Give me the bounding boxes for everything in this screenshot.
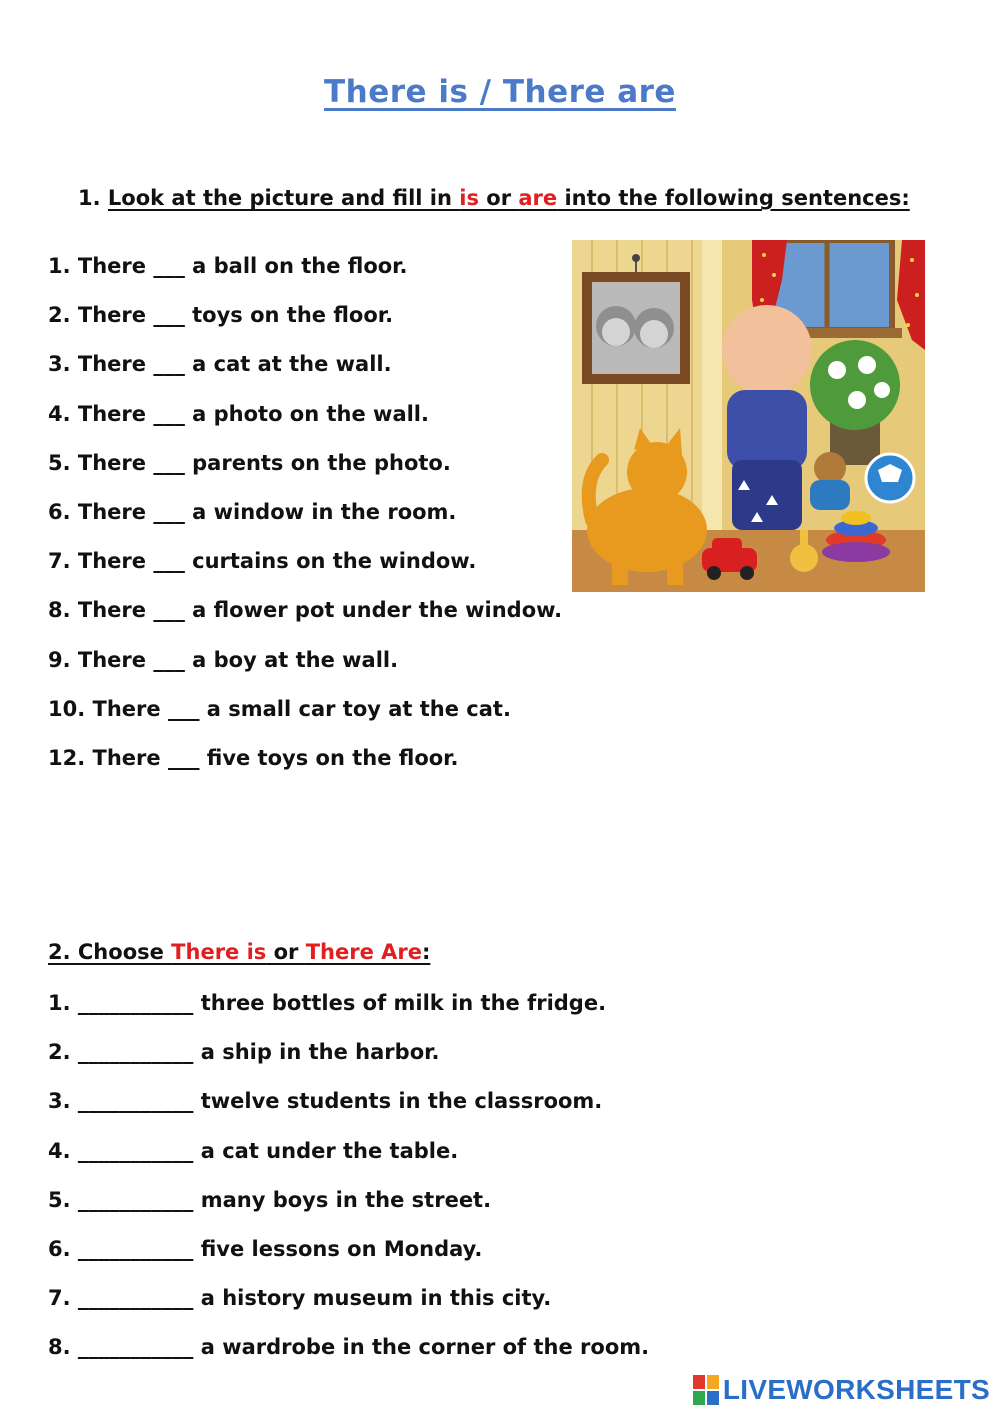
exercise-1-item[interactable]: 1. There ___ a ball on the floor. [48,254,408,278]
exercise-1-item[interactable]: 5. There ___ parents on the photo. [48,450,451,475]
exercise-1-item[interactable]: 3. There ___ a cat at the wall. [48,352,392,377]
instruction-1-text: Look at the picture and fill in is or are into the following sentences: [107,186,910,210]
exercise-1-item[interactable]: 2. There ___ toys on the floor. [48,303,394,328]
exercise-1-item[interactable]: 10. There ___ a small car toy at the cat. [48,696,511,721]
instruction-2-text: 2. Choose [48,940,172,964]
phrase-there-is: There is [171,940,267,964]
exercise-1-list [48,251,562,792]
exercise-2-item[interactable]: 3. ___________ twelve students in the classroom. [48,1089,603,1114]
exercise-2-list [48,988,649,1382]
exercise-1-item[interactable]: 4. There ___ a photo on the wall. [48,401,429,426]
instruction-1-number: 1. [78,186,101,210]
worksheet-title: There is / There are [324,74,676,110]
instruction-2: 2. Choose There is or There Are: [48,940,431,964]
liveworksheets-logo[interactable] [693,1373,990,1407]
exercise-1-item[interactable]: 7. There ___ curtains on the window. [48,549,477,574]
exercise-1-item[interactable]: 9. There ___ a boy at the wall. [48,647,399,672]
exercise-2-item[interactable]: 7. ___________ a history museum in this city. [48,1286,552,1311]
instruction-1 [78,186,910,210]
liveworksheets-brand: LIVEWORKSHEETS [722,1374,990,1405]
room-illustration [572,240,925,592]
exercise-1-item[interactable]: 6. There ___ a window in the room. [48,499,457,524]
exercise-2-item[interactable]: 2. ___________ a ship in the harbor. [48,1040,440,1065]
exercise-2-item[interactable]: 8. ___________ a wardrobe in the corner of the room. [48,1335,650,1360]
phrase-there-are: There Are [305,940,422,964]
exercise-1-item[interactable]: 12. There ___ five toys on the floor. [48,745,459,770]
word-is: is [459,186,479,210]
exercise-2-item[interactable]: 5. ___________ many boys in the street. [48,1187,492,1212]
exercise-2-item[interactable]: 4. ___________ a cat under the table. [48,1138,459,1163]
word-are: are [518,186,558,210]
exercise-1-item[interactable]: 8. There ___ a flower pot under the window. [48,598,563,623]
exercise-2-item[interactable]: 6. ___________ five lessons on Monday. [48,1236,483,1261]
exercise-2-item[interactable]: 1. ___________ three bottles of milk in the fridge. [48,991,607,1015]
liveworksheets-logo-icon [693,1375,719,1405]
